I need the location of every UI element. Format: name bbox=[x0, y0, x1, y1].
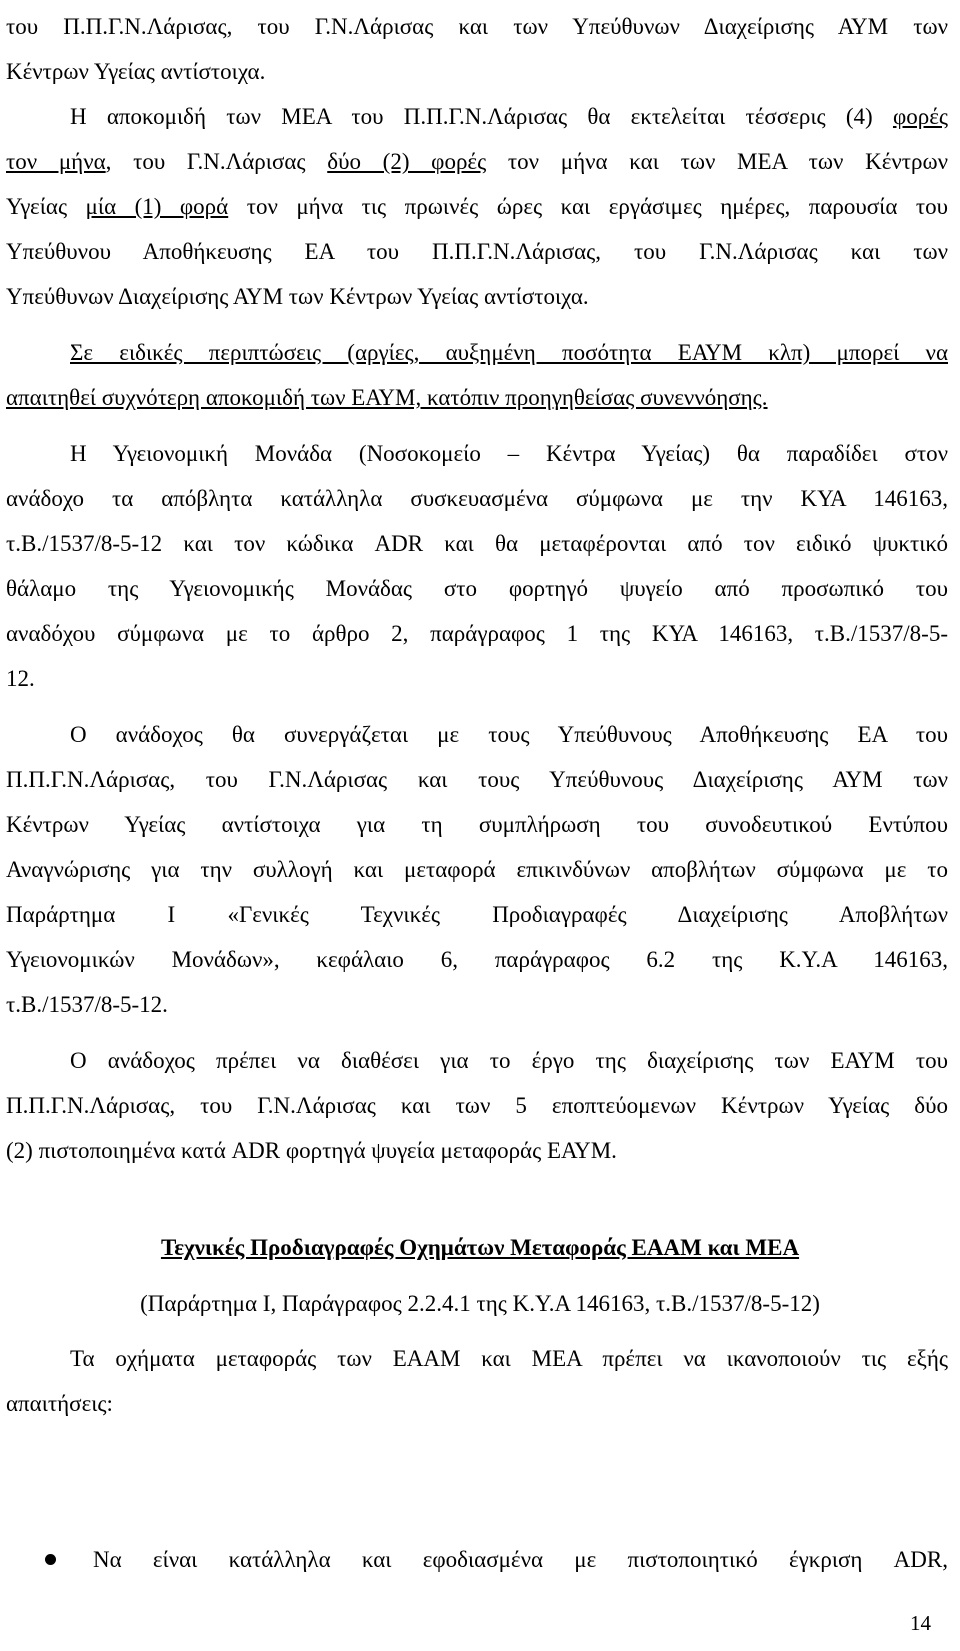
text-line: Αναγνώρισης για την συλλογή και μεταφορά επικινδύνων αποβλήτων σύμφωνα με το bbox=[6, 857, 948, 882]
text-line: Υπεύθυνων Διαχείρισης ΑΥΜ των Κέντρων Υγείας αντίστοιχα. bbox=[6, 284, 589, 309]
text-line: θάλαμο της Υγειονομικής Μονάδας στο φορτηγό ψυγείο από προσωπικό του bbox=[6, 576, 948, 601]
page-number: 14 bbox=[910, 1611, 931, 1635]
text-line: Κέντρων Υγείας αντίστοιχα για τη συμπλήρωση του συνοδευτικού Εντύπου bbox=[6, 812, 948, 837]
text-line: Π.Π.Γ.Ν.Λάρισας, του Γ.Ν.Λάρισας και των 5 εποπτεύομενων Κέντρων Υγείας δύο bbox=[6, 1093, 948, 1118]
underlined-text: τον μήνα bbox=[6, 149, 106, 174]
text-line: Π.Π.Γ.Ν.Λάρισας, του Γ.Ν.Λάρισας και τους Υπεύθυνους Διαχείρισης ΑΥΜ των bbox=[6, 767, 948, 792]
text-line: (2) πιστοποιημένα κατά ADR φορτηγά ψυγεία μεταφοράς ΕΑΥΜ. bbox=[6, 1138, 617, 1163]
text-line: Παράρτημα Ι «Γενικές Τεχνικές Προδιαγραφές Διαχείρισης Αποβλήτων bbox=[6, 902, 948, 927]
underlined-text: δύο (2) φορές bbox=[327, 149, 487, 174]
underlined-text-line: απαιτηθεί συχνότερη αποκομιδή των ΕΑΥΜ, κατόπιν προηγηθείσας συνεννόησης. bbox=[6, 385, 768, 410]
text-line: του Π.Π.Γ.Ν.Λάρισας, του Γ.Ν.Λάρισας και των Υπεύθυνων Διαχείρισης ΑΥΜ των bbox=[6, 14, 948, 39]
text-line: Ο ανάδοχος πρέπει να διαθέσει για το έργο της διαχείρισης των ΕΑΥΜ του bbox=[70, 1048, 948, 1073]
section-subheading: (Παράρτημα Ι, Παράγραφος 2.2.4.1 της Κ.Υ.Α 146163, τ.Β./1537/8-5-12) bbox=[140, 1291, 820, 1316]
list-item: Να είναι κατάλληλα και εφοδιασμένα με πιστοποιητικό έγκριση ADR, bbox=[93, 1547, 948, 1572]
text-line: Τα οχήματα μεταφοράς των ΕΑΑΜ και ΜΕΑ πρέπει να ικανοποιούν τις εξής bbox=[70, 1346, 948, 1371]
text-line: Υγείας μία (1) φορά τον μήνα τις πρωινές ώρες και εργάσιμες ημέρες, παρουσία του bbox=[6, 194, 948, 219]
text-line: 12. bbox=[6, 666, 35, 691]
text-line: Η αποκομιδή των ΜΕΑ του Π.Π.Γ.Ν.Λάρισας θα εκτελείται τέσσερις (4) φορές bbox=[70, 104, 948, 129]
text-line: τ.Β./1537/8-5-12. bbox=[6, 992, 168, 1017]
section-heading: Τεχνικές Προδιαγραφές Οχημάτων Μεταφοράς ΕΑΑΜ και ΜΕΑ bbox=[160, 1235, 800, 1260]
text-line: αναδόχου σύμφωνα με το άρθρο 2, παράγραφος 1 της ΚΥΑ 146163, τ.Β./1537/8-5- bbox=[6, 621, 948, 646]
underlined-text-line: Σε ειδικές περιπτώσεις (αργίες, αυξημένη ποσότητα ΕΑΥΜ κλπ) μπορεί να bbox=[70, 340, 948, 365]
text-line: Η Υγειονομική Μονάδα (Νοσοκομείο – Κέντρα Υγείας) θα παραδίδει στον bbox=[70, 441, 948, 466]
text-line: τον μήνα, του Γ.Ν.Λάρισας δύο (2) φορές τον μήνα και των ΜΕΑ των Κέντρων bbox=[6, 149, 948, 174]
text-line: ανάδοχο τα απόβλητα κατάλληλα συσκευασμένα σύμφωνα με την ΚΥΑ 146163, bbox=[6, 486, 948, 511]
underlined-text: φορές bbox=[892, 104, 948, 129]
text-line: τ.Β./1537/8-5-12 και τον κώδικα ADR και θα μεταφέρονται από τον ειδικό ψυκτικό bbox=[6, 531, 948, 556]
text-line: Υπεύθυνου Αποθήκευσης ΕΑ του Π.Π.Γ.Ν.Λάρισας, του Γ.Ν.Λάρισας και των bbox=[6, 239, 948, 264]
underlined-text: μία (1) φορά bbox=[85, 194, 229, 219]
text-line: Υγειονομικών Μονάδων», κεφάλαιο 6, παράγραφος 6.2 της Κ.Υ.Α 146163, bbox=[6, 947, 948, 972]
text-line: Ο ανάδοχος θα συνεργάζεται με τους Υπεύθυνους Αποθήκευσης ΕΑ του bbox=[70, 722, 948, 747]
text-line: Κέντρων Υγείας αντίστοιχα. bbox=[6, 59, 266, 84]
bullet-icon bbox=[45, 1554, 56, 1565]
text-line: απαιτήσεις: bbox=[6, 1391, 113, 1416]
